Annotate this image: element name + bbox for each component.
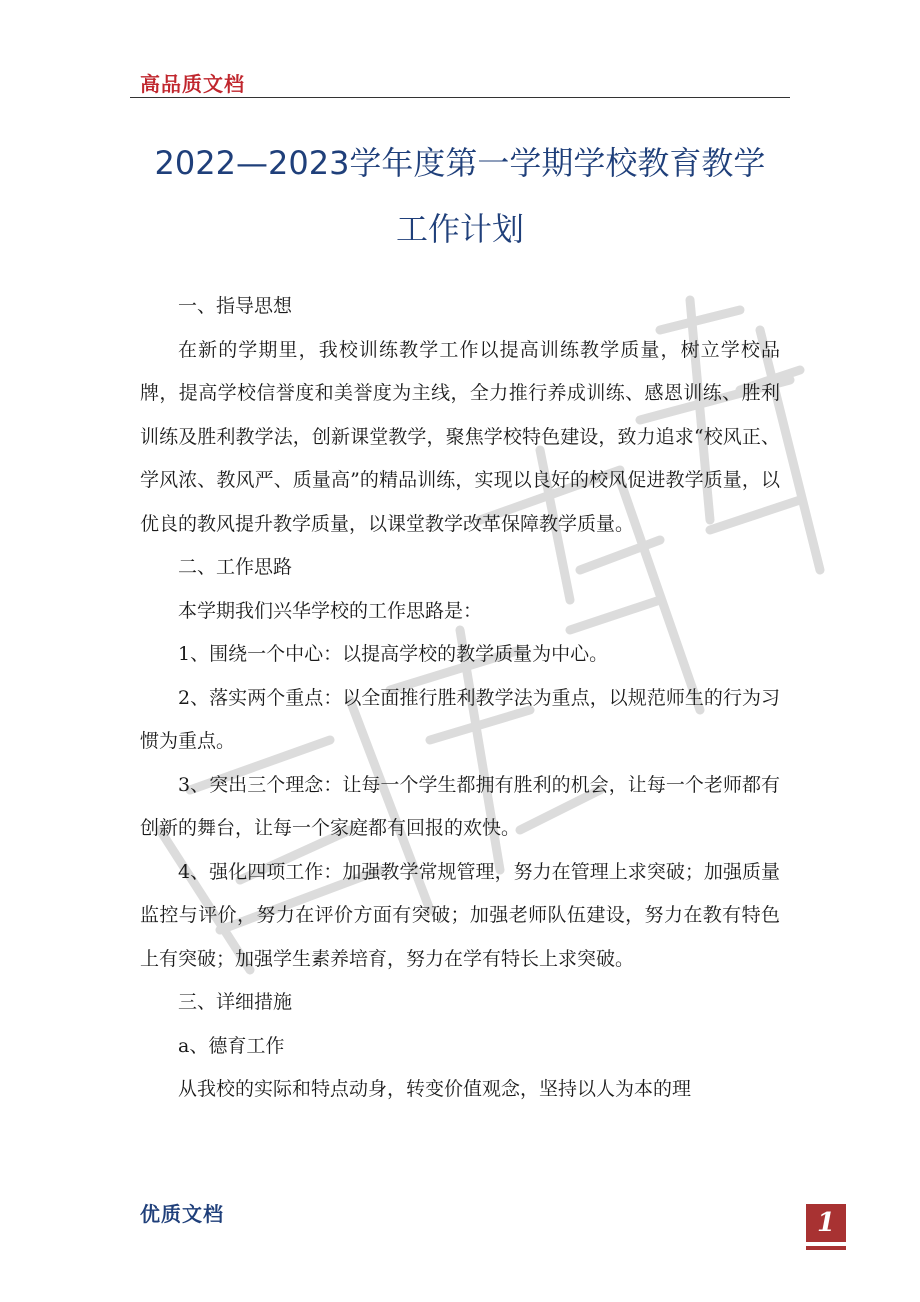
header-brand: 高品质文档 xyxy=(140,72,245,96)
title-line-1: 2022—2023学年度第一学期学校教育教学 xyxy=(154,144,766,182)
document-body xyxy=(140,285,780,1112)
section-heading-work-ideas: 二、工作思路 xyxy=(178,556,293,578)
title-line-2: 工作计划 xyxy=(395,210,524,248)
list-item: 2、落实两个重点：以全面推行胜利教学法为重点，以规范师生的行为习惯为重点。 xyxy=(140,686,780,752)
page-number-underline xyxy=(806,1246,846,1250)
footer-brand: 优质文档 xyxy=(140,1202,224,1226)
list-item: 1、围绕一个中心：以提高学校的教学质量为中心。 xyxy=(178,643,609,665)
body-paragraph: 本学期我们兴华学校的工作思路是： xyxy=(178,599,483,622)
document-title xyxy=(130,130,790,262)
page-number-badge: 1 xyxy=(806,1204,846,1242)
section-heading-guiding-ideology: 一、指导思想 xyxy=(178,295,293,317)
body-paragraph: 在新的学期里，我校训练教学工作以提高训练教学质量，树立学校品牌，提高学校信誉度和美誉度为主线，全力推行养成训练、感恩训练、胜利训练及胜利教学法，创新课堂教学，聚焦学校特色建设，致力追求“校风正、学风浓、教风严、质量高”的精品训练，实现以良好的校风促进教学质量，以优良的教风提升教学质量，以课堂教学改革保障教学质量。 xyxy=(140,338,780,535)
list-item: 4、强化四项工作：加强教学常规管理，努力在管理上求突破；加强质量监控与评价，努力在评价方面有突破；加强老师队伍建设，努力在教有特色上有突破；加强学生素养培育，努力在学有特长上求突破。 xyxy=(140,860,780,970)
body-paragraph: 从我校的实际和特点动身，转变价值观念，坚持以人为本的理 xyxy=(178,1078,692,1100)
header-divider xyxy=(130,97,790,98)
section-heading-measures: 三、详细措施 xyxy=(178,991,293,1013)
list-item: 3、突出三个理念：让每一个学生都拥有胜利的机会，让每一个老师都有创新的舞台，让每一个家庭都有回报的欢快。 xyxy=(140,773,780,839)
subsection-heading-moral-education: a、德育工作 xyxy=(178,1034,285,1057)
